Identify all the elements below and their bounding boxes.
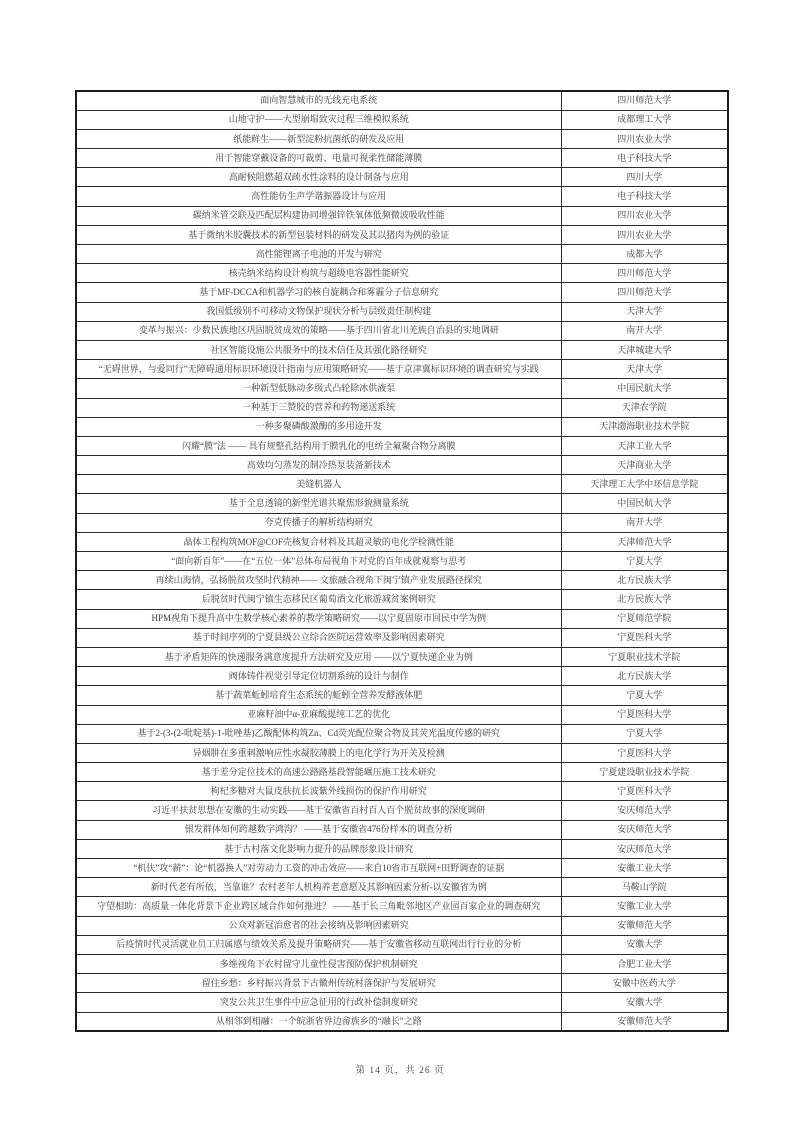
university-cell: 天津商业大学 [561, 456, 728, 475]
table-row [76, 993, 728, 1012]
table-row [76, 974, 728, 993]
university-cell: 宁夏师范学院 [561, 609, 728, 628]
table-row [76, 283, 728, 302]
university-cell: 安庆师范大学 [561, 801, 728, 820]
project-title-cell: 变革与振兴：少数民族地区巩固脱贫成效的策略——基于四川省北川羌族自治县的实地调研 [76, 321, 561, 340]
university-cell: 天津农学院 [561, 398, 728, 417]
table-row [76, 302, 728, 321]
table-row [76, 590, 728, 609]
university-cell: 宁夏医科大学 [561, 705, 728, 724]
university-cell: 安徽中医药大学 [561, 974, 728, 993]
table-row [76, 878, 728, 897]
table-row [76, 456, 728, 475]
project-title-cell: HPM视角下提升高中生数学核心素养的教学策略研究——以宁夏固原市回民中学为例 [76, 609, 561, 628]
table-row [76, 417, 728, 436]
table-row [76, 149, 728, 168]
project-title-cell: 高效均匀蒸发的制冷热泵装备新技术 [76, 456, 561, 475]
table-row [76, 743, 728, 762]
project-title-cell: 我国低级别不可移动文物保护现状分析与层级责任制构建 [76, 302, 561, 321]
table-row [76, 916, 728, 935]
table-row [76, 360, 728, 379]
university-cell: 中国民航大学 [561, 494, 728, 513]
table-row [76, 264, 728, 283]
university-cell: 天津师范大学 [561, 532, 728, 551]
project-title-cell: 基于MF-DCCA和机器学习的核自旋耦合和雾霾分子信息研究 [76, 283, 561, 302]
table-row [76, 494, 728, 513]
university-cell: 合肥工业大学 [561, 954, 728, 973]
university-cell: 四川师范大学 [561, 264, 728, 283]
university-cell: 四川师范大学 [561, 91, 728, 110]
project-title-cell: 美缝机器人 [76, 475, 561, 494]
project-title-cell: 闪耀“膜”法 —— 具有规整孔结构用于膜乳化的电纺全氟聚合物分离膜 [76, 436, 561, 455]
table-row [76, 168, 728, 187]
table-row [76, 647, 728, 666]
university-cell: 电子科技大学 [561, 187, 728, 206]
university-cell: 四川农业大学 [561, 225, 728, 244]
project-title-cell: 从相邻到相融：一个皖浙省界边畲族乡的“融长”之路 [76, 1012, 561, 1031]
university-cell: 宁夏大学 [561, 552, 728, 571]
project-title-cell: 用于智能穿戴设备的可裁剪、电量可视柔性储能薄膜 [76, 149, 561, 168]
table-row [76, 609, 728, 628]
project-title-cell: 基于2-(3-(2-吡啶基)-1-吡唑基)乙酸配体构筑Zn、Cd荧光配位聚合物及其荧光温度传感的研究 [76, 724, 561, 743]
project-title-cell: 碳纳米管交联及匹配层构建协同增强锌铁氧体低频微波吸收性能 [76, 206, 561, 225]
project-title-cell: 枸杞多糖对大鼠皮肤抗长波紫外线损伤的保护作用研究 [76, 782, 561, 801]
table-row [76, 245, 728, 264]
project-title-cell: 后疫情时代灵活就业员工归属感与绩效关系及提升策略研究——基于安徽省移动互联网出行行业的分析 [76, 935, 561, 954]
project-title-cell: 基于古村落文化影响力提升的品牌形象设计研究 [76, 839, 561, 858]
table-row [76, 705, 728, 724]
table-row [76, 686, 728, 705]
university-cell: 天津工业大学 [561, 436, 728, 455]
university-cell: 马鞍山学院 [561, 878, 728, 897]
university-cell: 安徽师范大学 [561, 1012, 728, 1031]
table-row [76, 206, 728, 225]
table-row [76, 225, 728, 244]
university-cell: 四川大学 [561, 168, 728, 187]
project-title-cell: 高性能仿生声学谐振器设计与应用 [76, 187, 561, 206]
project-title-cell: 一种多聚磷酸激酶的多用途开发 [76, 417, 561, 436]
university-cell: 安庆师范大学 [561, 839, 728, 858]
table-row [76, 91, 728, 110]
university-cell: 北方民族大学 [561, 667, 728, 686]
project-title-cell: 基于矛盾矩阵的快递服务满意度提升方法研究及应用 ——以宁夏快递企业为例 [76, 647, 561, 666]
university-cell: 天津城建大学 [561, 340, 728, 359]
project-title-cell: 新时代老有所依，当靠谁？农村老年人机构养老意愿及其影响因素分析-以安徽省为例 [76, 878, 561, 897]
table-row [76, 859, 728, 878]
university-cell: 安徽大学 [561, 935, 728, 954]
page-number-footer: 第 14 页，共 26 页 [355, 1066, 445, 1076]
table-row [76, 571, 728, 590]
project-title-cell: 高耐候阻燃超双疏水性涂料的设计制备与应用 [76, 168, 561, 187]
project-title-cell: 社区智能设施公共服务中的技术信任及其强化路径研究 [76, 340, 561, 359]
project-title-cell: “无碍世界，与爱同行”无障碍通用标识环境设计指南与应用策略研究——基于京津冀标识环境的调查研究与实践 [76, 360, 561, 379]
project-title-cell: 再续山海情，弘扬脱贫攻坚时代精神—— 文旅融合视角下闽宁镇产业发展路径探究 [76, 571, 561, 590]
project-title-cell: 基于蔬菜蚯蚓培育生态系统的蚯蚓全营养发酵液体肥 [76, 686, 561, 705]
project-title-cell: 亚麻籽油中α-亚麻酸提纯工艺的优化 [76, 705, 561, 724]
university-cell: 南开大学 [561, 321, 728, 340]
project-title-cell: 银发群体如何跨越数字鸿沟？ ——基于安徽省476份样本的调查分析 [76, 820, 561, 839]
table-row [76, 667, 728, 686]
university-cell: 天津理工大学中环信息学院 [561, 475, 728, 494]
table-row [76, 436, 728, 455]
table-row [76, 340, 728, 359]
university-cell: 四川师范大学 [561, 283, 728, 302]
table-row [76, 110, 728, 129]
university-cell: 安庆师范大学 [561, 820, 728, 839]
table-row [76, 801, 728, 820]
university-cell: 宁夏大学 [561, 686, 728, 705]
table-row [76, 321, 728, 340]
university-cell: 天津渤海职业技术学院 [561, 417, 728, 436]
table-row [76, 129, 728, 148]
university-cell: 电子科技大学 [561, 149, 728, 168]
table-row [76, 763, 728, 782]
table-row [76, 1012, 728, 1031]
university-cell: 中国民航大学 [561, 379, 728, 398]
table-row [76, 532, 728, 551]
table-row [76, 954, 728, 973]
table-row [76, 935, 728, 954]
university-cell: 天津大学 [561, 360, 728, 379]
project-title-cell: 晶体工程构筑MOF@COF壳核复合材料及其超灵敏的电化学检测性能 [76, 532, 561, 551]
university-cell: 安徽师范大学 [561, 916, 728, 935]
project-title-cell: 夸克传播子的解析结构研究 [76, 513, 561, 532]
project-title-cell: 基于时间序列的宁夏县级公立综合医院运营效率及影响因素研究 [76, 628, 561, 647]
project-title-cell: 基于微纳米胶囊技术的新型包装材料的研发及其以猪肉为例的验证 [76, 225, 561, 244]
project-title-cell: 基于全息透镜的新型光谱共聚焦形貌测量系统 [76, 494, 561, 513]
table-row [76, 398, 728, 417]
university-cell: 四川农业大学 [561, 129, 728, 148]
table-row [76, 475, 728, 494]
project-title-cell: 异烟肼在多重刺激响应性水凝胶薄膜上的电化学行为开关及检测 [76, 743, 561, 762]
university-cell: 宁夏职业技术学院 [561, 647, 728, 666]
university-cell: 宁夏医科大学 [561, 743, 728, 762]
table-row [76, 724, 728, 743]
table-row [76, 897, 728, 916]
projects-table-body [76, 91, 728, 1031]
project-title-cell: 一种基于三赞胶的营养和药物递送系统 [76, 398, 561, 417]
project-title-cell: 山地守护——大型崩塌致灾过程三维模拟系统 [76, 110, 561, 129]
university-cell: 安徽大学 [561, 993, 728, 1012]
project-title-cell: 后脱贫时代闽宁镇生态移民区葡萄酒文化旅游减贫案例研究 [76, 590, 561, 609]
table-row [76, 628, 728, 647]
table-row [76, 379, 728, 398]
project-title-cell: “机伕”攻“薪”：论“机器换人”对劳动力工资的冲击效应——来自10省市互联网+田野调查的证据 [76, 859, 561, 878]
project-title-cell: 习近平扶贫思想在安徽的生动实践——基于安徽省百村百人百个脱贫故事的深度调研 [76, 801, 561, 820]
table-row [76, 187, 728, 206]
project-title-cell: 面向智慧城市的无线充电系统 [76, 91, 561, 110]
university-cell: 四川农业大学 [561, 206, 728, 225]
table-row [76, 552, 728, 571]
university-cell: 南开大学 [561, 513, 728, 532]
university-cell: 宁夏大学 [561, 724, 728, 743]
table-row [76, 839, 728, 858]
table-row [76, 513, 728, 532]
project-title-cell: 阀体铸件视觉引导定位切割系统的设计与制作 [76, 667, 561, 686]
project-title-cell: “面向新百年”——在“五位一体”总体布局视角下对党的百年成就观察与思考 [76, 552, 561, 571]
project-title-cell: 一种新型低脉动多级式凸轮除冰供液泵 [76, 379, 561, 398]
university-cell: 天津大学 [561, 302, 728, 321]
project-title-cell: 纸能鲜生——新型淀粉抗菌纸的研发及应用 [76, 129, 561, 148]
university-cell: 宁夏医科大学 [561, 628, 728, 647]
university-cell: 成都大学 [561, 245, 728, 264]
project-title-cell: 核壳纳米结构设计构筑与超级电容器性能研究 [76, 264, 561, 283]
project-title-cell: 留住乡愁：乡村振兴背景下古徽州传统村落保护与发展研究 [76, 974, 561, 993]
university-cell: 宁夏医科大学 [561, 782, 728, 801]
project-title-cell: 公众对新冠治愈者的社会接纳及影响因素研究 [76, 916, 561, 935]
university-cell: 北方民族大学 [561, 571, 728, 590]
university-cell: 宁夏建设职业技术学院 [561, 763, 728, 782]
table-row [76, 782, 728, 801]
project-title-cell: 基于差分定位技术的高速公路路基段智能碾压施工技术研究 [76, 763, 561, 782]
projects-table [75, 90, 729, 1032]
university-cell: 安徽工业大学 [561, 859, 728, 878]
university-cell: 北方民族大学 [561, 590, 728, 609]
university-cell: 成都理工大学 [561, 110, 728, 129]
project-title-cell: 守望相助：高质量一体化背景下企业跨区域合作如何推进？ ——基于长三角毗邻地区产业园百家企业的调查研究 [76, 897, 561, 916]
project-title-cell: 多维视角下农村留守儿童性侵害预防保护机制研究 [76, 954, 561, 973]
table-row [76, 820, 728, 839]
project-title-cell: 突发公共卫生事件中应急征用的行政补偿制度研究 [76, 993, 561, 1012]
project-title-cell: 高性能锂离子电池的开发与研究 [76, 245, 561, 264]
university-cell: 安徽工业大学 [561, 897, 728, 916]
